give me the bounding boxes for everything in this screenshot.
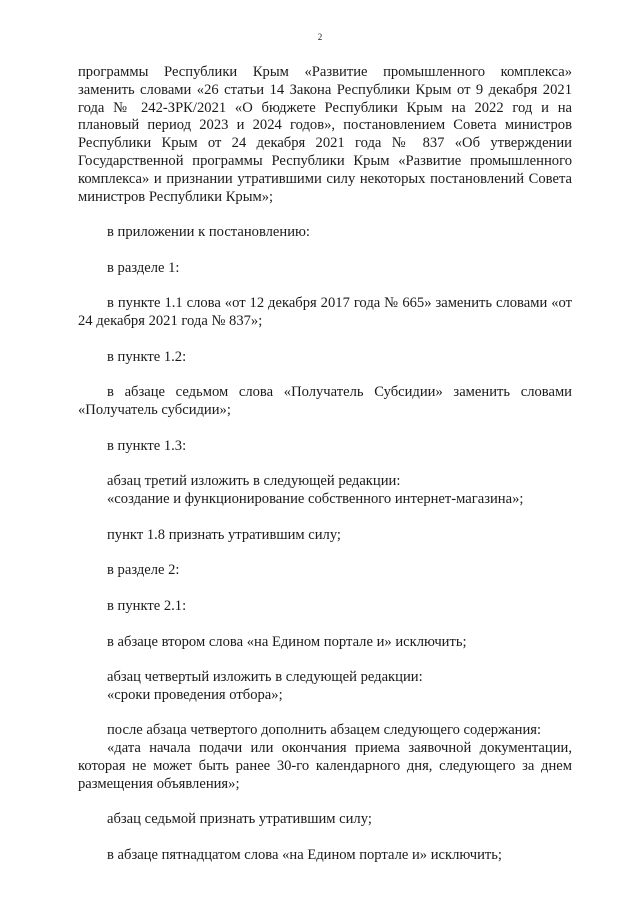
paragraph-appendix: в приложении к постановлению: [107,224,310,241]
paragraph-item-1-3-abzac-3-text: «создание и функционирование собственного интернет-магазина»; [107,491,524,508]
paragraph-item-2-1: в пункте 2.1: [107,597,187,614]
paragraph-item-1-3-abzac-3: абзац третий изложить в следующей редакции: [107,473,401,490]
paragraph-item-2-1-abzac-4-text: «сроки проведения отбора»; [107,686,283,703]
paragraph-add-after-abzac-4-text: «дата начала подачи или окончания приема заявочной документации, которая не может быть ранее 30-го календарного дня, следующего за днем размещения объявления»; [78,740,572,792]
paragraph-item-1-8: пункт 1.8 признать утратившим силу; [107,526,341,543]
paragraph-item-1-1: в пункте 1.1 слова «от 12 декабря 2017 года № 665» заменить словами «от 24 декабря 2021 года № 837»; [78,295,572,330]
paragraph-item-1-2-abzac-7: в абзаце седьмом слова «Получатель Субсидии» заменить словами «Получатель субсидии»; [78,384,572,419]
paragraph-item-1-3: в пункте 1.3: [107,437,187,454]
paragraph-item-2-1-abzac-2: в абзаце втором слова «на Едином портале и» исключить; [107,633,467,650]
paragraph-section-2: в разделе 2: [107,562,180,579]
paragraph-abzac-15: в абзаце пятнадцатом слова «на Едином портале и» исключить; [107,847,502,864]
document-body [78,64,572,865]
paragraph-add-after-abzac-4: после абзаца четвертого дополнить абзацем следующего содержания: [107,722,542,739]
paragraph-section-1: в разделе 1: [107,259,180,276]
paragraph-item-1-2: в пункте 1.2: [107,348,187,365]
paragraph-continuation: программы Республики Крым «Развитие промышленного комплекса» заменить словами «26 статьи 14 Закона Республики Крым от 9 декабря 2021 года № 242-ЗРК/2021 «О бюджете Республики Крым на 2022 год и на плановый период 2023 и 2024 годов», постановлением Совета министров Республики Крым от 24 декабря 2021 года № 837 «Об утверждении Государственной программы Республики Крым «Развитие промышленного комплекса» и признании утратившими силу некоторых постановлений Совета министров Республики Крым»; [78,64,572,205]
page-number: 2 [317,32,323,42]
paragraph-item-2-1-abzac-4: абзац четвертый изложить в следующей редакции: [107,669,423,686]
paragraph-abzac-7-void: абзац седьмой признать утратившим силу; [107,811,372,828]
